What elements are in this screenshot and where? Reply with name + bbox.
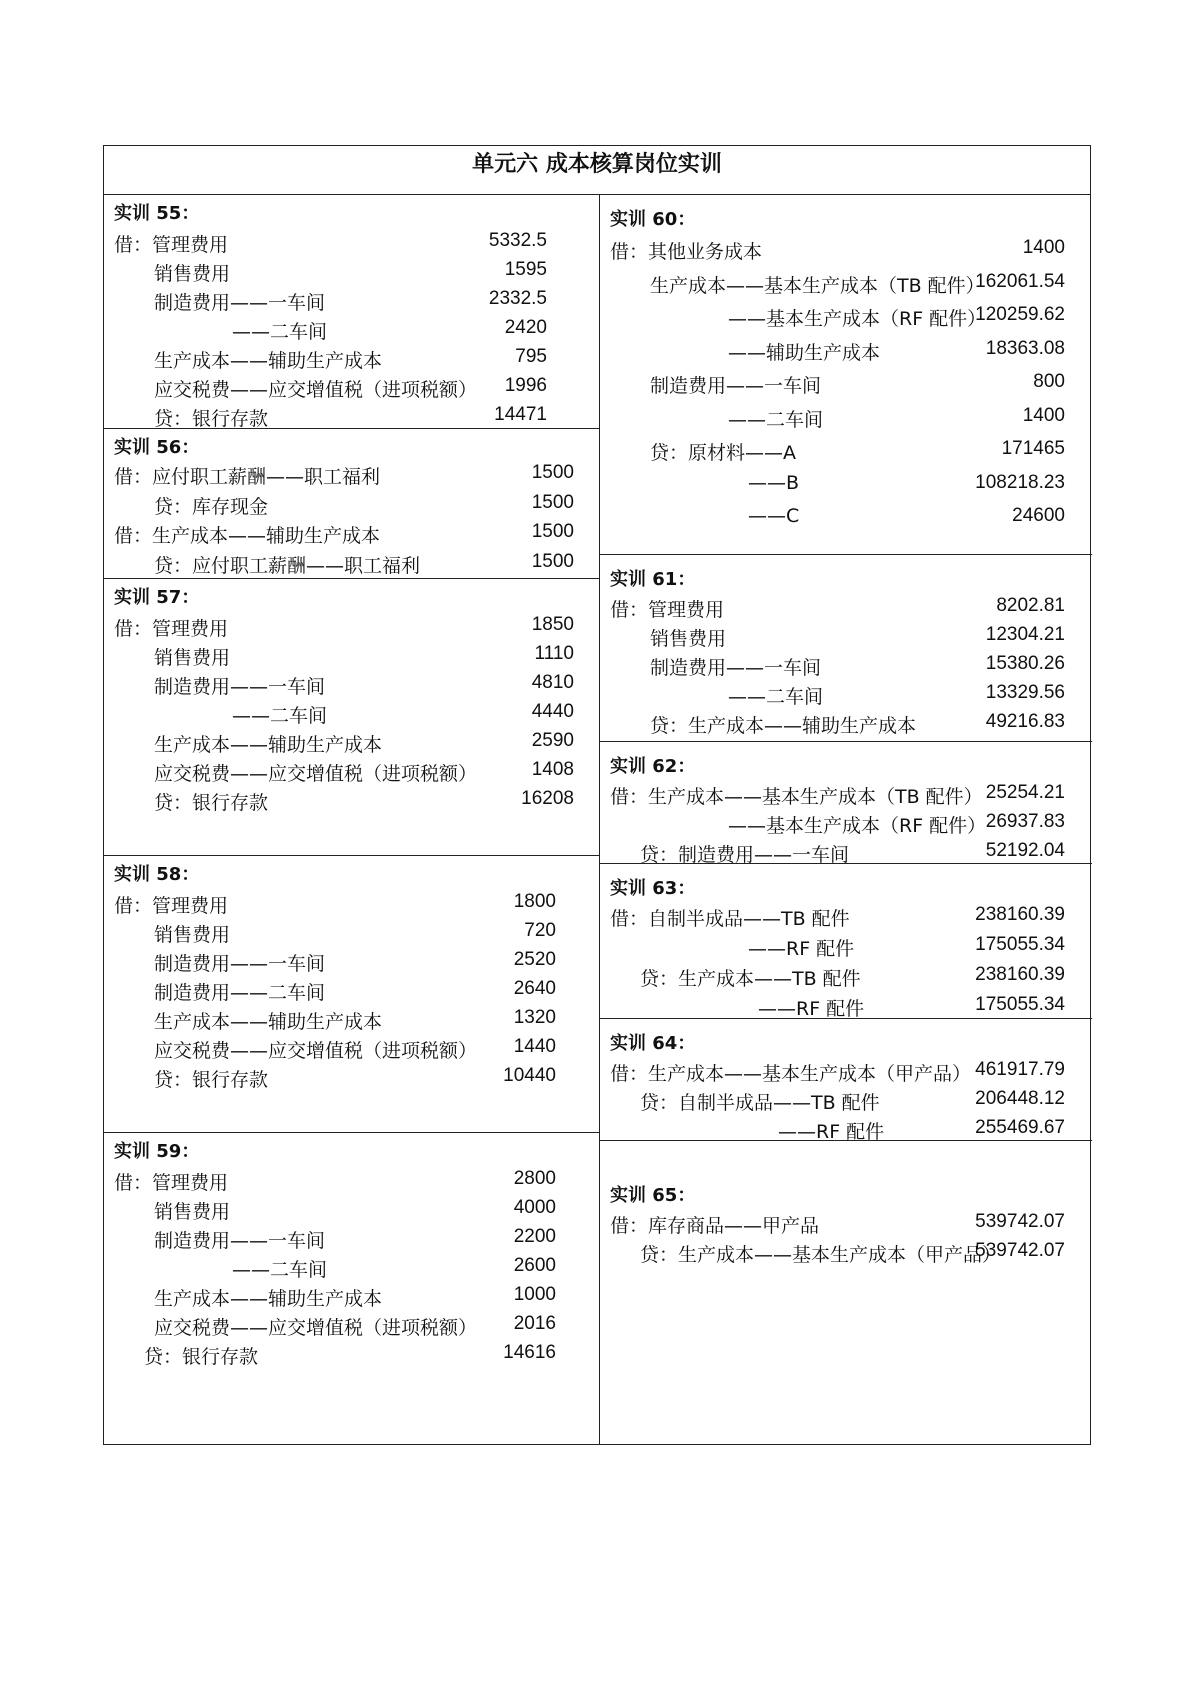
amount: 18363.08	[985, 337, 1065, 359]
entry-line	[600, 811, 1092, 839]
account-name: ——二车间	[232, 705, 328, 727]
entry-line	[600, 338, 1092, 366]
entry-block	[600, 195, 1092, 555]
account-name: 贷：自制半成品——TB 配件	[640, 1092, 880, 1114]
entry-block	[104, 1133, 599, 1385]
entry-line	[104, 701, 599, 729]
account-name: 借：其他业务成本	[610, 241, 763, 263]
entry-line	[600, 964, 1092, 992]
entry-line	[600, 934, 1092, 962]
amount: 108218.23	[975, 471, 1065, 493]
amount: 1500	[531, 550, 574, 572]
account-name: 制造费用——一车间	[154, 676, 326, 698]
account-name: 贷：制造费用——一车间	[640, 844, 850, 866]
amount: 52192.04	[985, 840, 1065, 861]
entry-line	[104, 788, 599, 816]
entry-line	[600, 472, 1092, 500]
account-name: 贷：生产成本——TB 配件	[640, 968, 861, 990]
account-name: 借：生产成本——基本生产成本（TB 配件）	[610, 786, 983, 808]
entry-block	[600, 864, 1092, 1019]
amount: 539742.07	[975, 1240, 1065, 1261]
amount: 162061.54	[975, 270, 1065, 292]
account-name: 借：管理费用	[114, 1172, 229, 1194]
account-name: ——RF 配件	[758, 998, 865, 1020]
entry-line	[600, 1211, 1092, 1239]
account-name: 贷：银行存款	[154, 408, 269, 430]
amount: 238160.39	[975, 904, 1065, 925]
entry-line	[104, 230, 599, 258]
amount: 1440	[513, 1036, 556, 1057]
account-name: 贷：银行存款	[154, 792, 269, 814]
entry-line	[104, 949, 599, 977]
account-name: 销售费用	[154, 263, 231, 285]
account-name: 借：管理费用	[610, 599, 725, 621]
entry-line	[600, 304, 1092, 332]
account-name: 制造费用——一车间	[154, 1230, 326, 1252]
entry-line	[104, 1284, 599, 1312]
entry-block	[600, 742, 1092, 864]
account-name: 贷：银行存款	[144, 1346, 259, 1368]
entry-line	[600, 904, 1092, 932]
amount: 795	[515, 346, 547, 367]
amount: 4000	[513, 1197, 556, 1218]
entry-block	[104, 195, 599, 429]
amount: 16208	[521, 788, 574, 809]
account-name: ——二车间	[232, 321, 328, 343]
account-name: 贷：原材料——A	[650, 442, 796, 464]
amount: 206448.12	[975, 1088, 1065, 1109]
entry-line	[104, 730, 599, 758]
amount: 1110	[534, 643, 574, 664]
entry-line	[600, 711, 1092, 739]
entry-heading: 实训 55：	[114, 203, 200, 224]
account-name: ——二车间	[728, 686, 824, 708]
entry-line	[104, 259, 599, 287]
account-name: ——C	[748, 505, 800, 527]
entry-line	[104, 317, 599, 345]
amount: 1320	[513, 1007, 556, 1028]
account-name: 销售费用	[154, 647, 231, 669]
account-name: 应交税费——应交增值税（进项税额）	[154, 763, 478, 785]
entry-heading: 实训 61：	[610, 569, 696, 590]
account-name: 生产成本——辅助生产成本	[154, 1011, 383, 1033]
entry-line	[104, 1226, 599, 1254]
amount: 1500	[531, 521, 574, 542]
account-name: ——RF 配件	[778, 1121, 885, 1143]
amount: 2332.5	[488, 288, 547, 309]
amount: 2016	[513, 1313, 556, 1334]
account-name: 借：生产成本——辅助生产成本	[114, 525, 381, 547]
entry-line	[600, 1240, 1092, 1268]
account-name: 借：自制半成品——TB 配件	[610, 908, 850, 930]
account-name: ——二车间	[728, 408, 824, 431]
account-name: 贷：生产成本——辅助生产成本	[650, 715, 917, 737]
amount: 10440	[503, 1065, 556, 1086]
amount: 2520	[513, 949, 556, 970]
amount: 1800	[513, 891, 556, 912]
amount: 171465	[1001, 438, 1065, 459]
entry-line	[104, 521, 599, 549]
amount: 26937.83	[985, 811, 1065, 832]
entry-line	[600, 237, 1092, 265]
entry-heading: 实训 64：	[610, 1033, 696, 1054]
amount: 1500	[531, 462, 574, 483]
entry-line	[600, 271, 1092, 299]
entry-line	[104, 1197, 599, 1225]
account-name: 销售费用	[154, 1201, 231, 1223]
amount: 255469.67	[975, 1117, 1065, 1138]
account-name: 销售费用	[154, 924, 231, 946]
amount: 1996	[504, 375, 547, 396]
entry-block	[104, 429, 599, 579]
entry-line	[600, 1088, 1092, 1116]
entry-line	[104, 759, 599, 787]
amount: 1595	[504, 259, 547, 280]
amount: 1400	[1022, 404, 1065, 426]
account-name: 借：管理费用	[114, 895, 229, 917]
amount: 1850	[531, 614, 574, 635]
account-name: 贷：银行存款	[154, 1069, 269, 1091]
entry-line	[104, 492, 599, 520]
entry-heading: 实训 63：	[610, 878, 696, 899]
amount: 2200	[513, 1226, 556, 1247]
account-name: ——B	[748, 471, 800, 494]
entry-heading: 实训 60：	[610, 209, 696, 230]
account-name: ——二车间	[232, 1259, 328, 1281]
account-name: 生产成本——辅助生产成本	[154, 350, 383, 372]
account-name: 生产成本——基本生产成本（TB 配件）	[650, 274, 985, 297]
entry-line	[600, 682, 1092, 710]
entry-heading: 实训 62：	[610, 756, 696, 777]
amount: 800	[1033, 371, 1065, 392]
amount: 175055.34	[975, 934, 1065, 955]
amount: 15380.26	[985, 653, 1065, 674]
amount: 12304.21	[985, 624, 1065, 645]
entry-heading: 实训 65：	[610, 1185, 696, 1206]
entry-line	[600, 1059, 1092, 1087]
entry-line	[600, 505, 1092, 533]
entry-line	[104, 920, 599, 948]
account-name: 借：应付职工薪酬——职工福利	[114, 466, 381, 488]
amount: 1400	[1022, 237, 1065, 258]
account-name: 生产成本——辅助生产成本	[154, 734, 383, 756]
entry-line	[104, 891, 599, 919]
entry-line	[104, 462, 599, 490]
amount: 5332.5	[488, 230, 547, 251]
entry-line	[104, 1168, 599, 1196]
page-title: 单元六 成本核算岗位实训	[104, 146, 1090, 195]
account-name: 销售费用	[650, 628, 727, 650]
entry-block	[600, 555, 1092, 742]
entry-heading: 实训 57：	[114, 587, 200, 608]
entry-line	[104, 1065, 599, 1093]
amount: 2640	[513, 978, 556, 999]
amount: 2600	[513, 1255, 556, 1276]
entry-block	[104, 579, 599, 856]
entry-line	[600, 371, 1092, 399]
account-name: ——RF 配件	[748, 938, 855, 960]
entry-line	[600, 624, 1092, 652]
amount: 8202.81	[996, 595, 1065, 616]
entry-line	[104, 1313, 599, 1341]
entry-line	[104, 614, 599, 642]
account-name: ——基本生产成本（RF 配件）	[728, 815, 987, 837]
entry-line	[104, 288, 599, 316]
entry-heading: 实训 59：	[114, 1141, 200, 1162]
entry-line	[600, 438, 1092, 466]
entry-heading: 实训 56：	[114, 437, 200, 458]
account-name: 借：管理费用	[114, 234, 229, 256]
account-name: 制造费用——一车间	[154, 292, 326, 314]
amount: 1000	[513, 1284, 556, 1305]
amount: 2420	[504, 317, 547, 338]
account-name: 制造费用——一车间	[154, 953, 326, 975]
amount: 1408	[531, 759, 574, 780]
entry-heading: 实训 58：	[114, 864, 200, 885]
account-name: 借：管理费用	[114, 618, 229, 640]
entry-block	[600, 1019, 1092, 1141]
entry-line	[600, 653, 1092, 681]
amount: 175055.34	[975, 994, 1065, 1015]
account-name: 应交税费——应交增值税（进项税额）	[154, 379, 478, 401]
entry-block	[104, 856, 599, 1133]
amount: 24600	[1012, 505, 1065, 526]
amount: 2590	[531, 730, 574, 751]
entry-line	[104, 404, 599, 432]
amount: 461917.79	[975, 1059, 1065, 1080]
amount: 49216.83	[985, 711, 1065, 732]
amount: 14616	[503, 1342, 556, 1363]
entry-line	[104, 551, 599, 579]
entry-line	[104, 1342, 599, 1370]
account-name: ——基本生产成本（RF 配件）	[728, 308, 987, 330]
entry-line	[104, 672, 599, 700]
account-name: 应交税费——应交增值税（进项税额）	[154, 1317, 478, 1339]
entry-line	[600, 782, 1092, 810]
account-name: ——辅助生产成本	[728, 341, 881, 364]
amount: 1500	[531, 491, 574, 513]
entry-line	[104, 978, 599, 1006]
entry-line	[600, 595, 1092, 623]
account-name: 制造费用——一车间	[650, 375, 822, 397]
amount: 120259.62	[975, 304, 1065, 325]
amount: 238160.39	[975, 964, 1065, 985]
amount: 539742.07	[975, 1211, 1065, 1232]
entry-line	[104, 346, 599, 374]
amount: 13329.56	[985, 682, 1065, 703]
entry-line	[600, 994, 1092, 1022]
amount: 25254.21	[985, 782, 1065, 803]
account-name: 制造费用——二车间	[154, 982, 326, 1004]
account-name: 贷：应付职工薪酬——职工福利	[154, 554, 421, 577]
account-name: 制造费用——一车间	[650, 657, 822, 679]
entries-table	[103, 145, 1091, 1445]
amount: 4810	[531, 672, 574, 693]
entry-line	[104, 643, 599, 671]
account-name: 贷：库存现金	[154, 495, 269, 518]
amount: 4440	[531, 701, 574, 722]
amount: 720	[524, 920, 556, 941]
entry-line	[104, 1007, 599, 1035]
account-name: 贷：生产成本——基本生产成本（甲产品）	[640, 1244, 1002, 1266]
amount: 2800	[513, 1168, 556, 1189]
account-name: 借：生产成本——基本生产成本（甲产品）	[610, 1063, 972, 1085]
account-name: 借：库存商品——甲产品	[610, 1215, 820, 1237]
entry-block	[600, 1141, 1092, 1385]
entry-line	[104, 1255, 599, 1283]
amount: 14471	[494, 404, 547, 425]
account-name: 应交税费——应交增值税（进项税额）	[154, 1040, 478, 1062]
entry-line	[104, 375, 599, 403]
entry-line	[104, 1036, 599, 1064]
account-name: 生产成本——辅助生产成本	[154, 1288, 383, 1310]
entry-line	[600, 405, 1092, 433]
